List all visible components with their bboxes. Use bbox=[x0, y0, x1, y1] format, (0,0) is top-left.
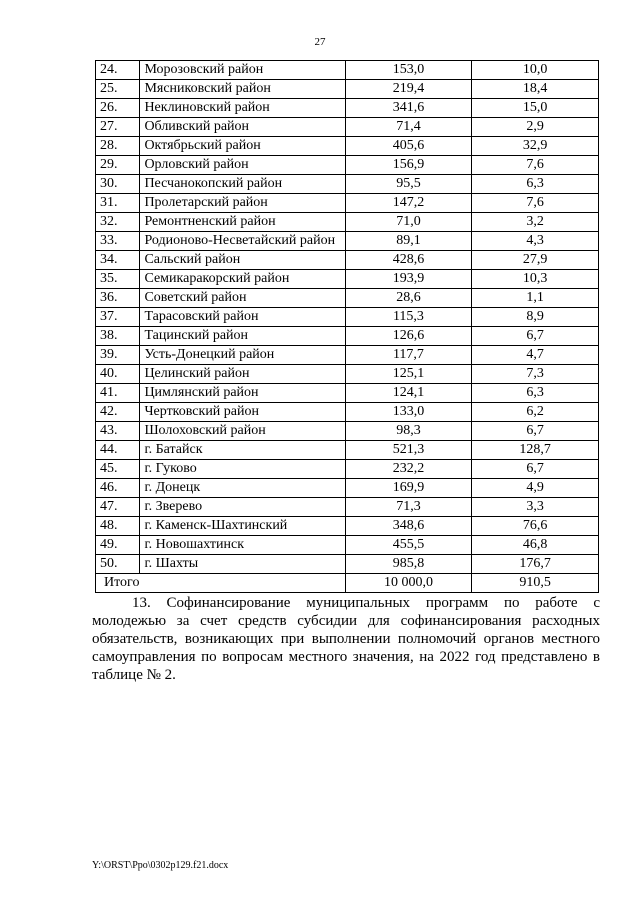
row-number: 37. bbox=[96, 308, 140, 327]
row-value-1: 169,9 bbox=[345, 479, 472, 498]
row-value-1: 985,8 bbox=[345, 555, 472, 574]
table-row bbox=[96, 308, 599, 327]
row-value-1: 117,7 bbox=[345, 346, 472, 365]
row-name: Тарасовский район bbox=[140, 308, 345, 327]
row-name: Усть-Донецкий район bbox=[140, 346, 345, 365]
row-value-1: 133,0 bbox=[345, 403, 472, 422]
row-value-1: 89,1 bbox=[345, 232, 472, 251]
row-value-2: 6,3 bbox=[472, 384, 599, 403]
row-value-1: 125,1 bbox=[345, 365, 472, 384]
row-value-2: 6,7 bbox=[472, 327, 599, 346]
row-value-1: 147,2 bbox=[345, 194, 472, 213]
table-row bbox=[96, 270, 599, 289]
row-number: 49. bbox=[96, 536, 140, 555]
row-value-1: 219,4 bbox=[345, 80, 472, 99]
row-number: 47. bbox=[96, 498, 140, 517]
row-value-2: 3,2 bbox=[472, 213, 599, 232]
row-number: 46. bbox=[96, 479, 140, 498]
row-name: г. Новошахтинск bbox=[140, 536, 345, 555]
total-value-1: 10 000,0 bbox=[345, 574, 472, 593]
row-number: 36. bbox=[96, 289, 140, 308]
row-number: 43. bbox=[96, 422, 140, 441]
row-name: Мясниковский район bbox=[140, 80, 345, 99]
row-value-1: 405,6 bbox=[345, 137, 472, 156]
row-value-1: 126,6 bbox=[345, 327, 472, 346]
row-value-1: 124,1 bbox=[345, 384, 472, 403]
row-value-2: 2,9 bbox=[472, 118, 599, 137]
row-value-1: 71,3 bbox=[345, 498, 472, 517]
row-number: 34. bbox=[96, 251, 140, 270]
table-row bbox=[96, 99, 599, 118]
table-row bbox=[96, 61, 599, 80]
row-number: 25. bbox=[96, 80, 140, 99]
row-name: Сальский район bbox=[140, 251, 345, 270]
row-name: г. Батайск bbox=[140, 441, 345, 460]
row-value-1: 98,3 bbox=[345, 422, 472, 441]
row-value-2: 10,0 bbox=[472, 61, 599, 80]
row-value-2: 6,7 bbox=[472, 460, 599, 479]
table-row bbox=[96, 365, 599, 384]
row-number: 38. bbox=[96, 327, 140, 346]
table-row bbox=[96, 441, 599, 460]
table-row bbox=[96, 156, 599, 175]
row-name: Цимлянский район bbox=[140, 384, 345, 403]
row-value-2: 8,9 bbox=[472, 308, 599, 327]
row-value-1: 71,4 bbox=[345, 118, 472, 137]
table-row bbox=[96, 137, 599, 156]
row-value-1: 153,0 bbox=[345, 61, 472, 80]
row-number: 32. bbox=[96, 213, 140, 232]
row-name: г. Зверево bbox=[140, 498, 345, 517]
table-row bbox=[96, 251, 599, 270]
table-row bbox=[96, 118, 599, 137]
row-number: 40. bbox=[96, 365, 140, 384]
row-value-1: 341,6 bbox=[345, 99, 472, 118]
row-name: Пролетарский район bbox=[140, 194, 345, 213]
row-value-2: 18,4 bbox=[472, 80, 599, 99]
table-row bbox=[96, 175, 599, 194]
table-row bbox=[96, 194, 599, 213]
row-name: г. Донецк bbox=[140, 479, 345, 498]
row-name: Тацинский район bbox=[140, 327, 345, 346]
subsidy-table bbox=[95, 60, 599, 593]
body-paragraph: 13. Софинансирование муниципальных программ по работе с молодежью за счет средств субсидии для софинансирования расходных обязательств, возникающих при выполнении полномочий органов местного самоуправления по вопросам местного значения, на 2022 год представлено в таблице № 2. bbox=[92, 595, 600, 683]
row-number: 45. bbox=[96, 460, 140, 479]
row-value-2: 4,3 bbox=[472, 232, 599, 251]
table-row bbox=[96, 232, 599, 251]
row-name: Родионово-Несветайский район bbox=[140, 232, 345, 251]
footer-file-path: Y:\ORST\Ppo\0302p129.f21.docx bbox=[92, 860, 229, 871]
table-body bbox=[96, 61, 599, 574]
row-value-2: 76,6 bbox=[472, 517, 599, 536]
table-row bbox=[96, 555, 599, 574]
row-value-2: 46,8 bbox=[472, 536, 599, 555]
table-row bbox=[96, 327, 599, 346]
row-value-1: 95,5 bbox=[345, 175, 472, 194]
row-name: Ремонтненский район bbox=[140, 213, 345, 232]
row-value-1: 28,6 bbox=[345, 289, 472, 308]
row-name: Чертковский район bbox=[140, 403, 345, 422]
row-number: 39. bbox=[96, 346, 140, 365]
row-value-1: 232,2 bbox=[345, 460, 472, 479]
row-value-2: 6,3 bbox=[472, 175, 599, 194]
row-number: 48. bbox=[96, 517, 140, 536]
row-value-1: 71,0 bbox=[345, 213, 472, 232]
table-row bbox=[96, 289, 599, 308]
row-number: 27. bbox=[96, 118, 140, 137]
row-value-2: 7,6 bbox=[472, 194, 599, 213]
table-row bbox=[96, 213, 599, 232]
row-value-2: 27,9 bbox=[472, 251, 599, 270]
row-value-2: 1,1 bbox=[472, 289, 599, 308]
page-number: 27 bbox=[314, 36, 326, 48]
row-value-1: 521,3 bbox=[345, 441, 472, 460]
row-value-1: 428,6 bbox=[345, 251, 472, 270]
row-number: 29. bbox=[96, 156, 140, 175]
row-number: 35. bbox=[96, 270, 140, 289]
row-name: Неклиновский район bbox=[140, 99, 345, 118]
row-name: Орловский район bbox=[140, 156, 345, 175]
table-row bbox=[96, 479, 599, 498]
table-row bbox=[96, 422, 599, 441]
row-value-1: 115,3 bbox=[345, 308, 472, 327]
row-number: 44. bbox=[96, 441, 140, 460]
row-value-2: 4,7 bbox=[472, 346, 599, 365]
row-name: г. Гуково bbox=[140, 460, 345, 479]
row-number: 26. bbox=[96, 99, 140, 118]
row-number: 41. bbox=[96, 384, 140, 403]
row-value-2: 7,3 bbox=[472, 365, 599, 384]
row-value-2: 15,0 bbox=[472, 99, 599, 118]
row-value-2: 3,3 bbox=[472, 498, 599, 517]
row-value-2: 7,6 bbox=[472, 156, 599, 175]
row-value-2: 10,3 bbox=[472, 270, 599, 289]
row-value-2: 6,2 bbox=[472, 403, 599, 422]
row-number: 50. bbox=[96, 555, 140, 574]
row-name: Советский район bbox=[140, 289, 345, 308]
row-number: 30. bbox=[96, 175, 140, 194]
row-value-2: 32,9 bbox=[472, 137, 599, 156]
row-value-2: 128,7 bbox=[472, 441, 599, 460]
row-number: 33. bbox=[96, 232, 140, 251]
total-label: Итого bbox=[96, 574, 346, 593]
total-row bbox=[96, 574, 599, 593]
row-name: Песчанокопский район bbox=[140, 175, 345, 194]
table-row bbox=[96, 498, 599, 517]
row-value-1: 455,5 bbox=[345, 536, 472, 555]
row-number: 31. bbox=[96, 194, 140, 213]
table-row bbox=[96, 403, 599, 422]
row-value-2: 6,7 bbox=[472, 422, 599, 441]
row-number: 42. bbox=[96, 403, 140, 422]
row-value-1: 156,9 bbox=[345, 156, 472, 175]
row-value-2: 4,9 bbox=[472, 479, 599, 498]
row-value-2: 176,7 bbox=[472, 555, 599, 574]
table-row bbox=[96, 460, 599, 479]
row-name: г. Шахты bbox=[140, 555, 345, 574]
table-row bbox=[96, 346, 599, 365]
row-name: Шолоховский район bbox=[140, 422, 345, 441]
total-value-2: 910,5 bbox=[472, 574, 599, 593]
table-row bbox=[96, 536, 599, 555]
table-row bbox=[96, 80, 599, 99]
row-name: Семикаракорский район bbox=[140, 270, 345, 289]
table-row bbox=[96, 384, 599, 403]
table-row bbox=[96, 517, 599, 536]
row-value-1: 348,6 bbox=[345, 517, 472, 536]
row-name: г. Каменск-Шахтинский bbox=[140, 517, 345, 536]
row-name: Целинский район bbox=[140, 365, 345, 384]
row-number: 28. bbox=[96, 137, 140, 156]
row-value-1: 193,9 bbox=[345, 270, 472, 289]
row-name: Октябрьский район bbox=[140, 137, 345, 156]
row-name: Морозовский район bbox=[140, 61, 345, 80]
row-number: 24. bbox=[96, 61, 140, 80]
row-name: Обливский район bbox=[140, 118, 345, 137]
